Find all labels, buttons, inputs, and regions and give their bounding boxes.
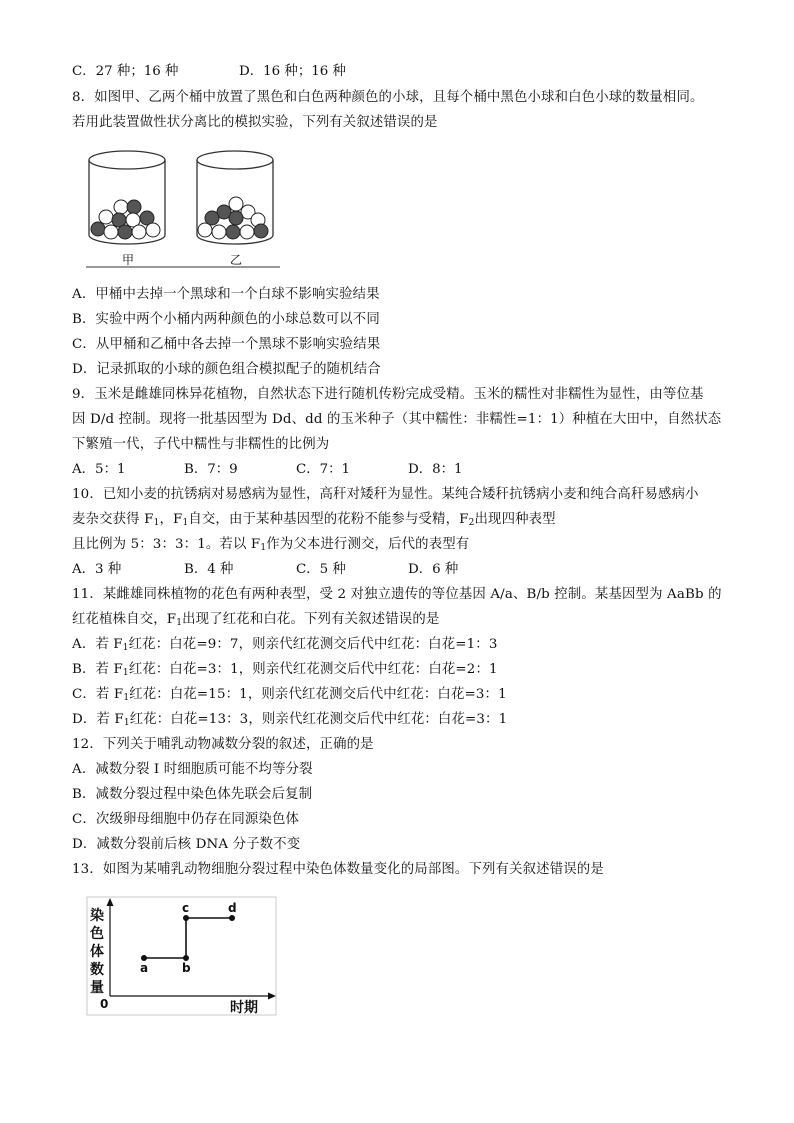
chart-point-label-c: c <box>182 901 190 915</box>
q10-text: 麦杂交获得 F <box>72 512 154 527</box>
chart-origin: 0 <box>100 997 109 1011</box>
option-text: 红花：白花=13：3，则亲代红花测交后代中红花：白花=3：1 <box>129 712 508 727</box>
q11-text: 红花植株自交，F <box>72 612 177 627</box>
q10-stem-line3 <box>72 535 469 555</box>
q13-stem: 13．如图为某哺乳动物细胞分裂过程中染色体数量变化的局部图。下列有关叙述错误的是 <box>72 862 604 877</box>
q9-stem-line2: 因 D/d 控制。现将一批基因型为 Dd、dd 的玉米种子（其中糯性：非糯性=1：1）种植在大田中，自然状态 <box>72 412 722 427</box>
bucket-label-yi: 乙 <box>230 253 243 267</box>
q10-option-d: D．6 种 <box>408 562 459 577</box>
q8-bucket-figure <box>86 148 280 270</box>
chart-point-label-d: d <box>228 901 237 915</box>
bucket-yi <box>197 151 273 244</box>
q11-text: 出现了红花和白花。下列有关叙述错误的是 <box>182 612 440 627</box>
q12-option-a: A．减数分裂 I 时细胞质可能不均等分裂 <box>72 762 313 777</box>
q11-option-c <box>72 685 507 705</box>
option-prefix: C．若 F <box>72 687 124 702</box>
q10-text: 作为父本进行测交，后代的表型有 <box>266 537 470 552</box>
q12-option-b: B．减数分裂过程中染色体先联会后复制 <box>72 787 313 802</box>
subscript-1: 1 <box>176 618 183 628</box>
q8-option-d: D．记录抓取的小球的颜色组合模拟配子的随机结合 <box>72 362 381 377</box>
option-text: 红花：白花=15：1，则亲代红花测交后代中红花：白花=3：1 <box>129 687 507 702</box>
option-text: 红花：白花=9：7，则亲代红花测交后代中红花：白花=1：3 <box>128 637 498 652</box>
subscript-1: 1 <box>122 668 129 678</box>
subscript-1: 1 <box>123 718 130 728</box>
q9-stem-line3: 下繁殖一代，子代中糯性与非糯性的比例为 <box>72 437 330 452</box>
q10-stem-line1: 10．已知小麦的抗锈病对易感病为显性，高秆对矮秆为显性。某纯合矮秆抗锈病小麦和纯合高秆易感病小 <box>72 487 699 502</box>
q8-stem-line1: 8．如图甲、乙两个桶中放置了黑色和白色两种颜色的小球，且每个桶中黑色小球和白色小球的数量相同。 <box>72 90 704 105</box>
q10-option-b: B．4 种 <box>184 562 234 577</box>
q7-option-d: D．16 种；16 种 <box>239 64 346 79</box>
q10-option-c: C．5 种 <box>296 562 346 577</box>
subscript-2: 2 <box>468 518 475 528</box>
chart-ylabel: 染色体数量 <box>90 908 104 996</box>
q9-stem-line1: 9．玉米是雌雄同株异花植物，自然状态下进行随机传粉完成受精。玉米的糯性对非糯性为显性，由等位基 <box>72 387 704 402</box>
q10-option-a: A．3 种 <box>72 562 122 577</box>
q10-text: 自交，由于某种基因型的花粉不能参与受精，F <box>188 512 469 527</box>
option-text: 红花：白花=3：1，则亲代红花测交后代中红花：白花=2：1 <box>128 662 498 677</box>
subscript-1: 1 <box>260 543 267 553</box>
q10-text: ，F <box>159 512 183 527</box>
option-prefix: A．若 F <box>72 637 123 652</box>
subscript-1: 1 <box>123 693 130 703</box>
subscript-1: 1 <box>182 518 189 528</box>
q11-option-a <box>72 635 498 655</box>
bucket-jia <box>89 151 165 244</box>
q10-text: 出现四种表型 <box>474 512 556 527</box>
chart-point-label-b: b <box>182 961 191 975</box>
q12-stem: 12．下列关于哺乳动物减数分裂的叙述，正确的是 <box>72 737 374 752</box>
q11-stem-line1: 11．某雌雄同株植物的花色有两种表型，受 2 对独立遗传的等位基因 A/a、B/b 控制。某基因型为 AaBb 的 <box>72 587 722 602</box>
q8-option-a: A．甲桶中去掉一个黑球和一个白球不影响实验结果 <box>72 287 380 302</box>
subscript-1: 1 <box>122 643 129 653</box>
q13-chromosome-chart <box>86 896 278 1018</box>
subscript-1: 1 <box>153 518 160 528</box>
q11-stem-line2 <box>72 610 439 630</box>
q9-option-d: D．8：1 <box>408 462 463 477</box>
q10-stem-line2 <box>72 510 556 530</box>
q9-option-b: B．7：9 <box>184 462 238 477</box>
chart-point-c <box>183 915 189 921</box>
bucket-label-jia: 甲 <box>122 253 135 267</box>
q10-text: 且比例为 5：3：3：1。若以 F <box>72 537 261 552</box>
q8-stem-line2: 若用此装置做性状分离比的模拟实验，下列有关叙述错误的是 <box>72 115 438 130</box>
q11-option-d <box>72 710 507 730</box>
chart-point-d <box>229 915 235 921</box>
q8-option-c: C．从甲桶和乙桶中各去掉一个黑球不影响实验结果 <box>72 337 381 352</box>
q12-option-d: D．减数分裂前后核 DNA 分子数不变 <box>72 837 301 852</box>
q12-option-c: C．次级卵母细胞中仍存在同源染色体 <box>72 812 300 827</box>
q11-option-b <box>72 660 498 680</box>
option-prefix: B．若 F <box>72 662 123 677</box>
q7-option-c: C．27 种；16 种 <box>72 64 179 79</box>
q9-option-a: A．5：1 <box>72 462 126 477</box>
chart-xlabel: 时期 <box>230 1000 258 1016</box>
q9-option-c: C．7：1 <box>296 462 351 477</box>
option-prefix: D．若 F <box>72 712 124 727</box>
chart-point-label-a: a <box>140 961 149 975</box>
q8-option-b: B．实验中两个小桶内两种颜色的小球总数可以不同 <box>72 312 380 327</box>
